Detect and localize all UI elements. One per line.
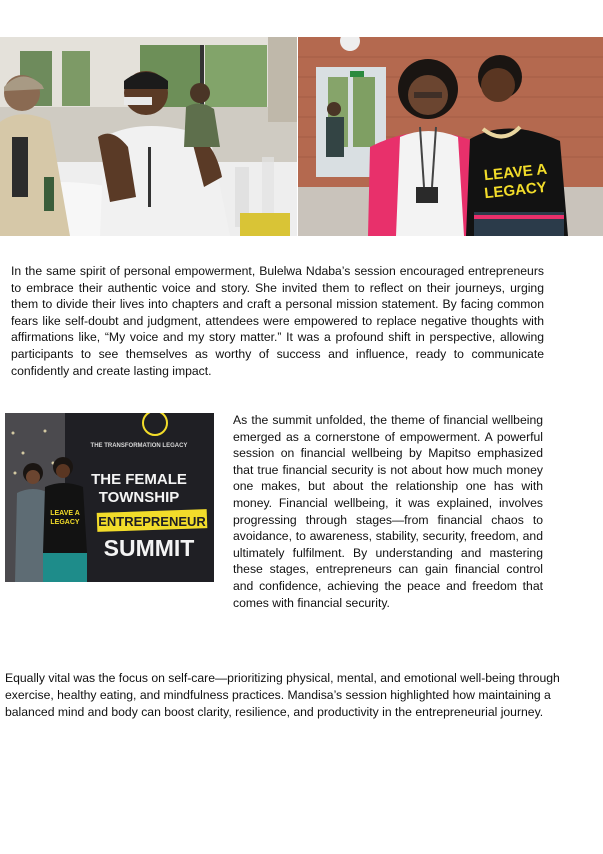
hero-shirt-text-line-2: LEGACY <box>483 178 548 203</box>
banner-text-summit: SUMMIT <box>103 535 195 561</box>
paragraph-personal-empowerment: In the same spirit of personal empowerment, Bulelwa Ndaba’s session encouraged entrepreneurs to embrace their authentic voice and story. She invited them to reflect on their journeys, urging them to divide their lives into chapters and craft a personal mission statement. By facing common fears like self-doubt and judgment, attendees were empowered to replace negative thoughts with affirmations like, “My voice and my story matter.” It was a profound shift in perspective, allowing participants to see themselves as worthy of success and influence, ready to communicate confidently and create lasting impact. <box>11 264 544 378</box>
hero-photo-two-women <box>298 37 603 236</box>
summit-banner-photo <box>5 413 214 582</box>
paragraph-financial-wellbeing: As the summit unfolded, the theme of financial wellbeing emerged as a cornerstone of empowerment. A powerful session on financial wellbeing by Mapitso emphasized that true financial security is not about how much money one makes, but about the relationship one has with money. Financial wellbeing, it was explained, involves progressing through stages—from financial chaos to avoidance, to awareness, stability, security, freedom, and ultimately fulfilment. By understanding and mastering these stages, entrepreneurs can gain financial control and confidence, achieving the peace and freedom that comes with financial security. <box>233 413 543 610</box>
banner-text-entrepreneur: ENTREPRENEUR <box>98 514 206 529</box>
banner-text-organization: THE TRANSFORMATION LEGACY <box>90 443 188 449</box>
banner-text-the-female: THE FEMALE <box>91 471 187 488</box>
hero-photo-workshop <box>0 37 297 236</box>
paragraph-self-care: Equally vital was the focus on self-care—prioritizing physical, mental, and emotional well-being through exercise, healthy eating, and mindfulness practices. Mandisa’s session highlighted how maintaining a balanced mind and body can boost clarity, resilience, and productivity in the entrepreneurial journey. <box>5 671 560 719</box>
banner-text-township: TOWNSHIP <box>98 489 180 506</box>
summit-shirt-text-line-2: LEGACY <box>50 519 80 526</box>
summit-shirt-text-line-1: LEAVE A <box>50 510 80 517</box>
hero-shirt-text-line-1: LEAVE A <box>483 160 548 185</box>
